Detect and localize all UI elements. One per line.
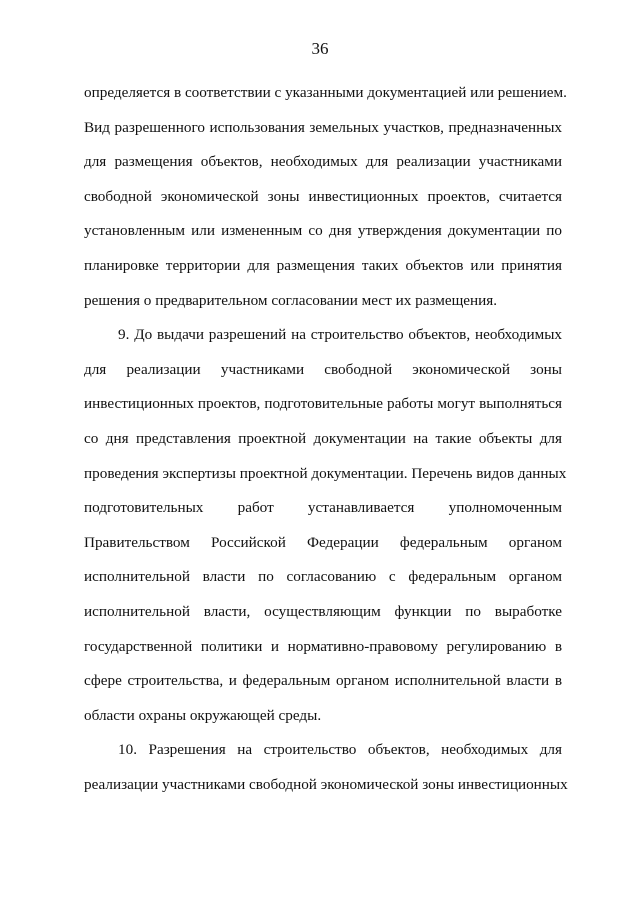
- text-line: определяется в соответствии с указанными документацией или решением.: [84, 84, 567, 101]
- paragraph-item-9: [84, 318, 567, 733]
- text-line: области охраны окружающей среды.: [84, 706, 322, 724]
- text-line: 10. Разрешения на строительство объектов, необходимых для: [118, 741, 562, 759]
- text-line: государственной политики и нормативно-правовому регулированию в: [84, 637, 562, 655]
- text-line: со дня представления проектной документации на такие объекты для: [84, 429, 562, 447]
- text-line: Вид разрешенного использования земельных участков, предназначенных: [84, 118, 562, 136]
- text-line: Правительством Российской Федерации федеральным органом: [84, 533, 562, 551]
- text-line: исполнительной власти, осуществляющим функции по выработке: [84, 602, 562, 620]
- page-number: 36: [311, 39, 329, 58]
- text-line: 9. До выдачи разрешений на строительство объектов, необходимых: [118, 326, 562, 344]
- body-text: [84, 76, 568, 802]
- text-line: для размещения объектов, необходимых для реализации участниками: [84, 153, 562, 171]
- text-line: подготовительных работ устанавливается уполномоченным: [84, 499, 562, 517]
- text-line: проведения экспертизы проектной документации. Перечень видов данных: [84, 464, 567, 482]
- text-line: решения о предварительном согласовании мест их размещения.: [84, 291, 498, 309]
- paragraph-continuation: [84, 76, 567, 318]
- text-line: сфере строительства, и федеральным органом исполнительной власти в: [84, 672, 562, 690]
- text-line: для реализации участниками свободной экономической зоны: [84, 360, 562, 378]
- paragraph-item-10: [84, 733, 568, 802]
- text-line: планировке территории для размещения таких объектов или принятия: [84, 256, 562, 274]
- text-line: исполнительной власти по согласованию с федеральным органом: [84, 568, 562, 586]
- text-line: свободной экономической зоны инвестиционных проектов, считается: [84, 187, 562, 205]
- text-line: установленным или измененным со дня утверждения документации по: [84, 222, 562, 240]
- text-line: реализации участниками свободной экономической зоны инвестиционных: [84, 775, 568, 793]
- text-line: инвестиционных проектов, подготовительные работы могут выполняться: [84, 395, 562, 413]
